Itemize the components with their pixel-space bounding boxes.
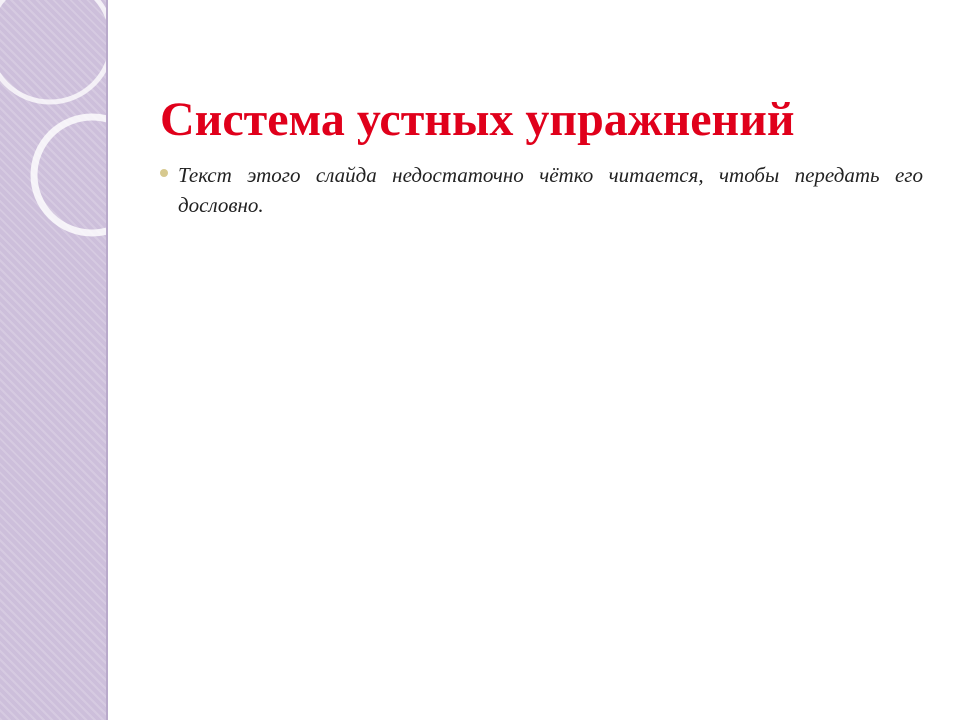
side-divider [106,0,108,720]
circles-ornament-icon [0,0,106,720]
bullet-icon [160,169,168,177]
body-text: Текст этого слайда недостаточно чётко читается, чтобы передать его дословно. [178,163,923,218]
decorative-side-band [0,0,106,720]
slide-body [160,160,930,220]
slide-title: Система устных упражнений [160,93,795,147]
